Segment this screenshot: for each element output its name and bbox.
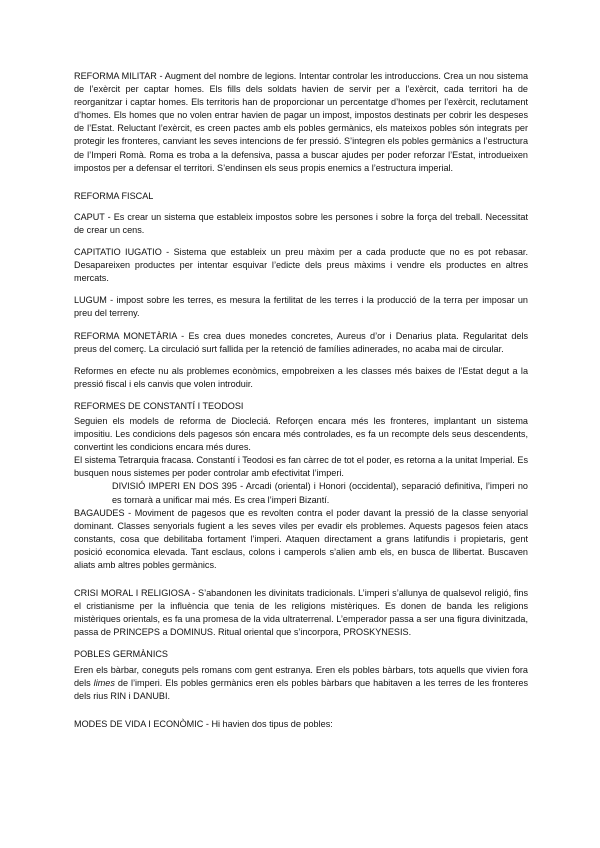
paragraph-reformes-efecte: Reformes en efecte nu als problemes econòmics, empobreixen a les classes més baixes de l’Estat degut a la pressió fiscal i els canvis que volen introduir. <box>74 365 528 389</box>
text-pobles-b: de l’imperi. Els pobles germànics eren els pobles bàrbars que habitaven a les terres de les fronteres dels rius RIN i DANUBI. <box>74 677 528 701</box>
heading-constanti-teodosi: REFORMES DE CONSTANTÍ I TEODOSI <box>74 400 244 411</box>
text-divisio-imperi: Arcadi (oriental) i Honori (occidental), separació definitiva, l’imperi no es tornarà a unificar mai més. Es crea l’imperi Bizantí. <box>112 481 528 505</box>
text-caput: Es crear un sistema que estableix impostos sobre les persones i sobre la força del treball. Necessitat de crear un cens. <box>74 211 528 235</box>
heading-pobles-germanics: POBLES GERMÀNICS <box>74 649 168 660</box>
text-reforma-militar: Augment del nombre de legions. Intentar controlar les introduccions. Crea un nou sistema de l’exèrcit per captar homes. Els fills dels soldats havien de servir per a l’exèrcit, cada territori ha de reorganitzar i captar homes. Els territoris han de proporcionar un percentatge d’homes per l’exèrcit, reclutament d’homes. Els homes que no volen entrar havien de pagar un impost, impostos destinats per cobrir les despeses de l’Estat. Reluctant l’exèrcit, es creen pactes amb els pobles germànics, els mateixos pobles són integrats per protegir les fronteres, canviant les seves intencions de fer pressió. S’integren els pobles germànics a l’estructura de l’Imperi Romà. Roma es troba a la defensiva, passa a buscar ajudes per poder reforzar l’Estat, introdueixen impostos per a defensar el territori. S’endinsen els seus propis enemics a l’estructura imperial. <box>74 71 528 173</box>
paragraph-reforma-militar <box>74 70 528 175</box>
paragraph-modes-de-vida <box>74 718 528 731</box>
text-lugum: impost sobre les terres, es mesura la fertilitat de les terres i la producció de la terra per imposar un preu del terreny. <box>74 295 528 319</box>
paragraph-lugum <box>74 294 528 320</box>
heading-reforma-monetaria: REFORMA MONETÀRIA - <box>74 330 185 341</box>
paragraph-constanti-2: El sistema Tetrarquia fracasa. Constantí i Teodosi es fan càrrec de tot el poder, es retorna a la unitat Imperial. Es busquen nous sistemes per poder controlar amb efectivitat l’imperi. <box>74 455 528 479</box>
text-bagaudes: Moviment de pagesos que es revolten contra el poder davant la pressió de la classe senyorial dominant. Classes senyorials fugient a les seves viles per evadir els problemes. Aquests pagesos feien atacs constants, cosa que debilitaba fortament l’imperi. Ataquen directament a grans latifundis i propietaris, gent posició economica elevada. Tant esclaus, colons i camperols s’alien amb els, en busca de llibertat. Buscaven aliats amb altres pobles germànics. <box>74 507 529 570</box>
paragraph-crisi-moral <box>74 587 528 639</box>
heading-reforma-fiscal: REFORMA FISCAL <box>74 190 154 201</box>
heading-crisi-moral: CRISI MORAL I RELIGIOSA - <box>74 588 196 599</box>
paragraph-caput <box>74 211 528 237</box>
paragraph-bagaudes <box>74 507 528 572</box>
paragraph-pobles-germanics <box>74 664 528 703</box>
heading-modes-de-vida: MODES DE VIDA I ECONÒMIC - <box>74 718 209 729</box>
heading-capitatio: CAPITATIO IUGATIO - <box>74 247 170 258</box>
paragraph-reforma-monetaria <box>74 330 528 356</box>
text-modes-de-vida: Hi havien dos tipus de pobles: <box>211 718 333 729</box>
document-body <box>74 70 528 740</box>
heading-bagaudes: BAGAUDES - <box>74 507 132 518</box>
text-pobles-a: Eren els bàrbar, coneguts pels romans com gent estranya. Eren els pobles bàrbars, tots aquells que vivien fora dels <box>74 664 528 688</box>
paragraph-constanti-1: Seguien els models de reforma de Diocleciá. Reforçen encara més les fronteres, implantant un sistema impositiu. Les condicions dels pagesos són encara més controlades, es fa un recompte dels seus descendents, convertint les condicions encara més dures. <box>74 415 528 453</box>
text-crisi-moral: S’abandonen les divinitats tradicionals. L’imperi s’allunya de qualsevol religió, fins el cristianisme per la influència que tenia de les religions mistèriques. Es donen de banda les religions mistèriques orientals, es fa una promesa de la vida ultraterrenal. L’emperador passa a ser una figura divinitzada, passa de PRINCEPS a DOMINUS. Ritual oriental que s’incorpora, PROSKYNESIS. <box>74 588 528 638</box>
heading-divisio-imperi: DIVISIÓ IMPERI EN DOS 395 - <box>112 481 244 492</box>
heading-lugum: LUGUM - <box>74 295 114 306</box>
paragraph-divisio-imperi <box>74 480 528 506</box>
text-limes: limes <box>93 677 115 688</box>
text-capitatio: Sistema que estableix un preu màxim per a cada producte que no es pot rebasar. Desapareixen productes per intentar esquivar l’edicte dels preus màxims i vendre els productes en altres mercats. <box>74 247 528 284</box>
text-reforma-monetaria: Es crea dues monedes concretes, Aureus d’or i Denarius plata. Regularitat dels preus del comerç. La circulació surt fallida per la retenció de famílies adinerades, no acaba mai de circular. <box>74 330 529 354</box>
heading-caput: CAPUT - <box>74 211 111 222</box>
paragraph-capitatio <box>74 246 528 285</box>
heading-reforma-militar: REFORMA MILITAR - <box>74 71 163 81</box>
